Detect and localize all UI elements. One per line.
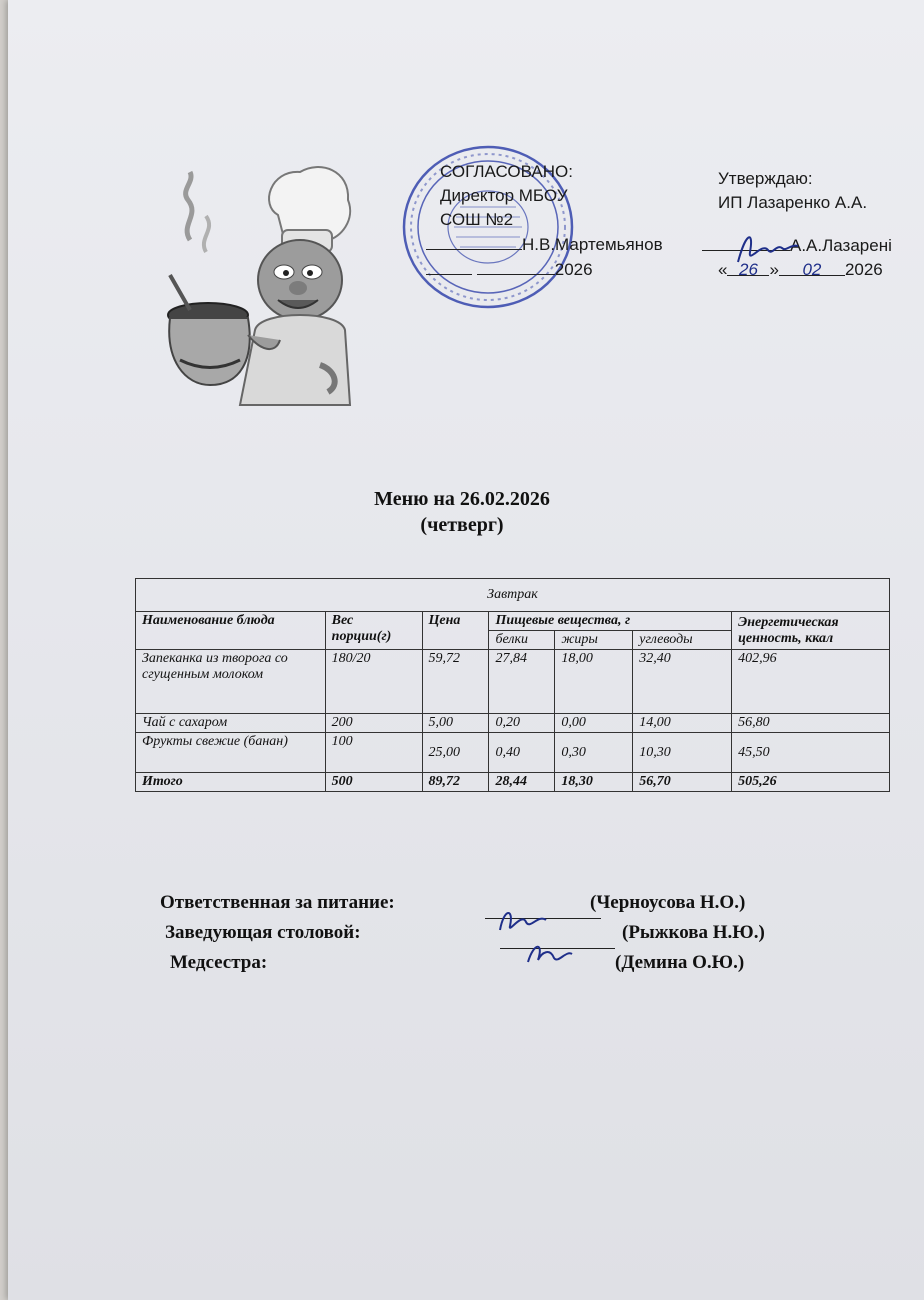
total-energy: 505,26	[732, 773, 890, 792]
menu-title-date: Меню на 26.02.2026	[374, 488, 550, 510]
signature-role-food: Ответственная за питание:	[160, 892, 395, 913]
signature-role-nurse: Медсестра:	[170, 952, 268, 973]
approve-label: Утверждаю:	[718, 169, 813, 188]
approve-handwritten-signature	[728, 222, 808, 272]
agreed-signer: Н.В.Мартемьянов	[522, 235, 663, 254]
header-fat: жиры	[555, 631, 633, 650]
table-row	[136, 650, 890, 714]
table-row	[136, 733, 890, 773]
menu-table	[135, 578, 890, 792]
row-name: Чай с сахаром	[136, 714, 326, 733]
approve-entity: ИП Лазаренко А.А.	[718, 193, 868, 212]
approve-signer: А.А.Лазарені	[790, 236, 892, 255]
row-price: 25,00	[422, 733, 489, 773]
canteen-handwritten-signature	[492, 902, 552, 938]
row-carbs: 32,40	[633, 650, 732, 714]
table-row	[136, 714, 890, 733]
row-energy: 402,96	[732, 650, 890, 714]
row-weight: 100	[325, 733, 422, 773]
row-fat: 0,00	[555, 714, 633, 733]
header-nutrients: Пищевые вещества, г	[489, 612, 732, 631]
nurse-handwritten-signature	[520, 934, 580, 970]
row-name: Фрукты свежие (банан)	[136, 733, 326, 773]
menu-title	[0, 486, 924, 538]
agreed-signature-line	[426, 232, 522, 250]
approve-day: 26	[727, 258, 769, 276]
approve-date-open: «	[718, 260, 728, 279]
row-carbs: 10,30	[633, 733, 732, 773]
row-fat: 18,00	[555, 650, 633, 714]
table-total-row	[136, 773, 890, 792]
chef-illustration	[160, 160, 360, 420]
signature-name-canteen: (Рыжкова Н.Ю.)	[622, 922, 765, 943]
header-carbs: углеводы	[633, 631, 732, 650]
row-weight: 180/20	[325, 650, 422, 714]
approve-date-close: »	[769, 260, 779, 279]
row-fat: 0,30	[555, 733, 633, 773]
signature-role-canteen: Заведующая столовой:	[165, 922, 361, 943]
section-breakfast: Завтрак	[136, 579, 890, 612]
row-price: 59,72	[422, 650, 489, 714]
row-price: 5,00	[422, 714, 489, 733]
header-price: Цена	[422, 612, 489, 650]
total-carbs: 56,70	[633, 773, 732, 792]
agreed-month-line	[477, 257, 555, 275]
row-name: Запеканка из творога со сгущенным молоком	[136, 650, 326, 714]
total-weight: 500	[325, 773, 422, 792]
row-protein: 0,40	[489, 733, 555, 773]
header-energy: Энергетическая ценность, ккал	[732, 612, 890, 650]
row-energy: 45,50	[732, 733, 890, 773]
signature-name-food: (Черноусова Н.О.)	[590, 892, 746, 913]
header-name: Наименование блюда	[136, 612, 326, 650]
total-protein: 28,44	[489, 773, 555, 792]
row-protein: 0,20	[489, 714, 555, 733]
header-protein: белки	[489, 631, 555, 650]
total-name: Итого	[136, 773, 326, 792]
approve-year: 2026	[844, 260, 883, 279]
row-carbs: 14,00	[633, 714, 732, 733]
row-weight: 200	[325, 714, 422, 733]
signature-name-nurse: (Демина О.Ю.)	[615, 952, 745, 973]
agreed-school: СОШ №2	[440, 210, 514, 229]
header-weight: Вес порции(г)	[325, 612, 422, 650]
row-energy: 56,80	[732, 714, 890, 733]
total-price: 89,72	[422, 773, 489, 792]
agreed-block	[440, 160, 663, 282]
total-fat: 18,30	[555, 773, 633, 792]
agreed-position: Директор МБОУ	[440, 186, 568, 205]
row-protein: 27,84	[489, 650, 555, 714]
agreed-year: 2026	[554, 260, 593, 279]
agreed-label: СОГЛАСОВАНО:	[440, 162, 573, 181]
agreed-day-line	[426, 257, 472, 275]
menu-title-day: (четверг)	[420, 514, 504, 536]
approve-month: 02	[779, 258, 845, 276]
